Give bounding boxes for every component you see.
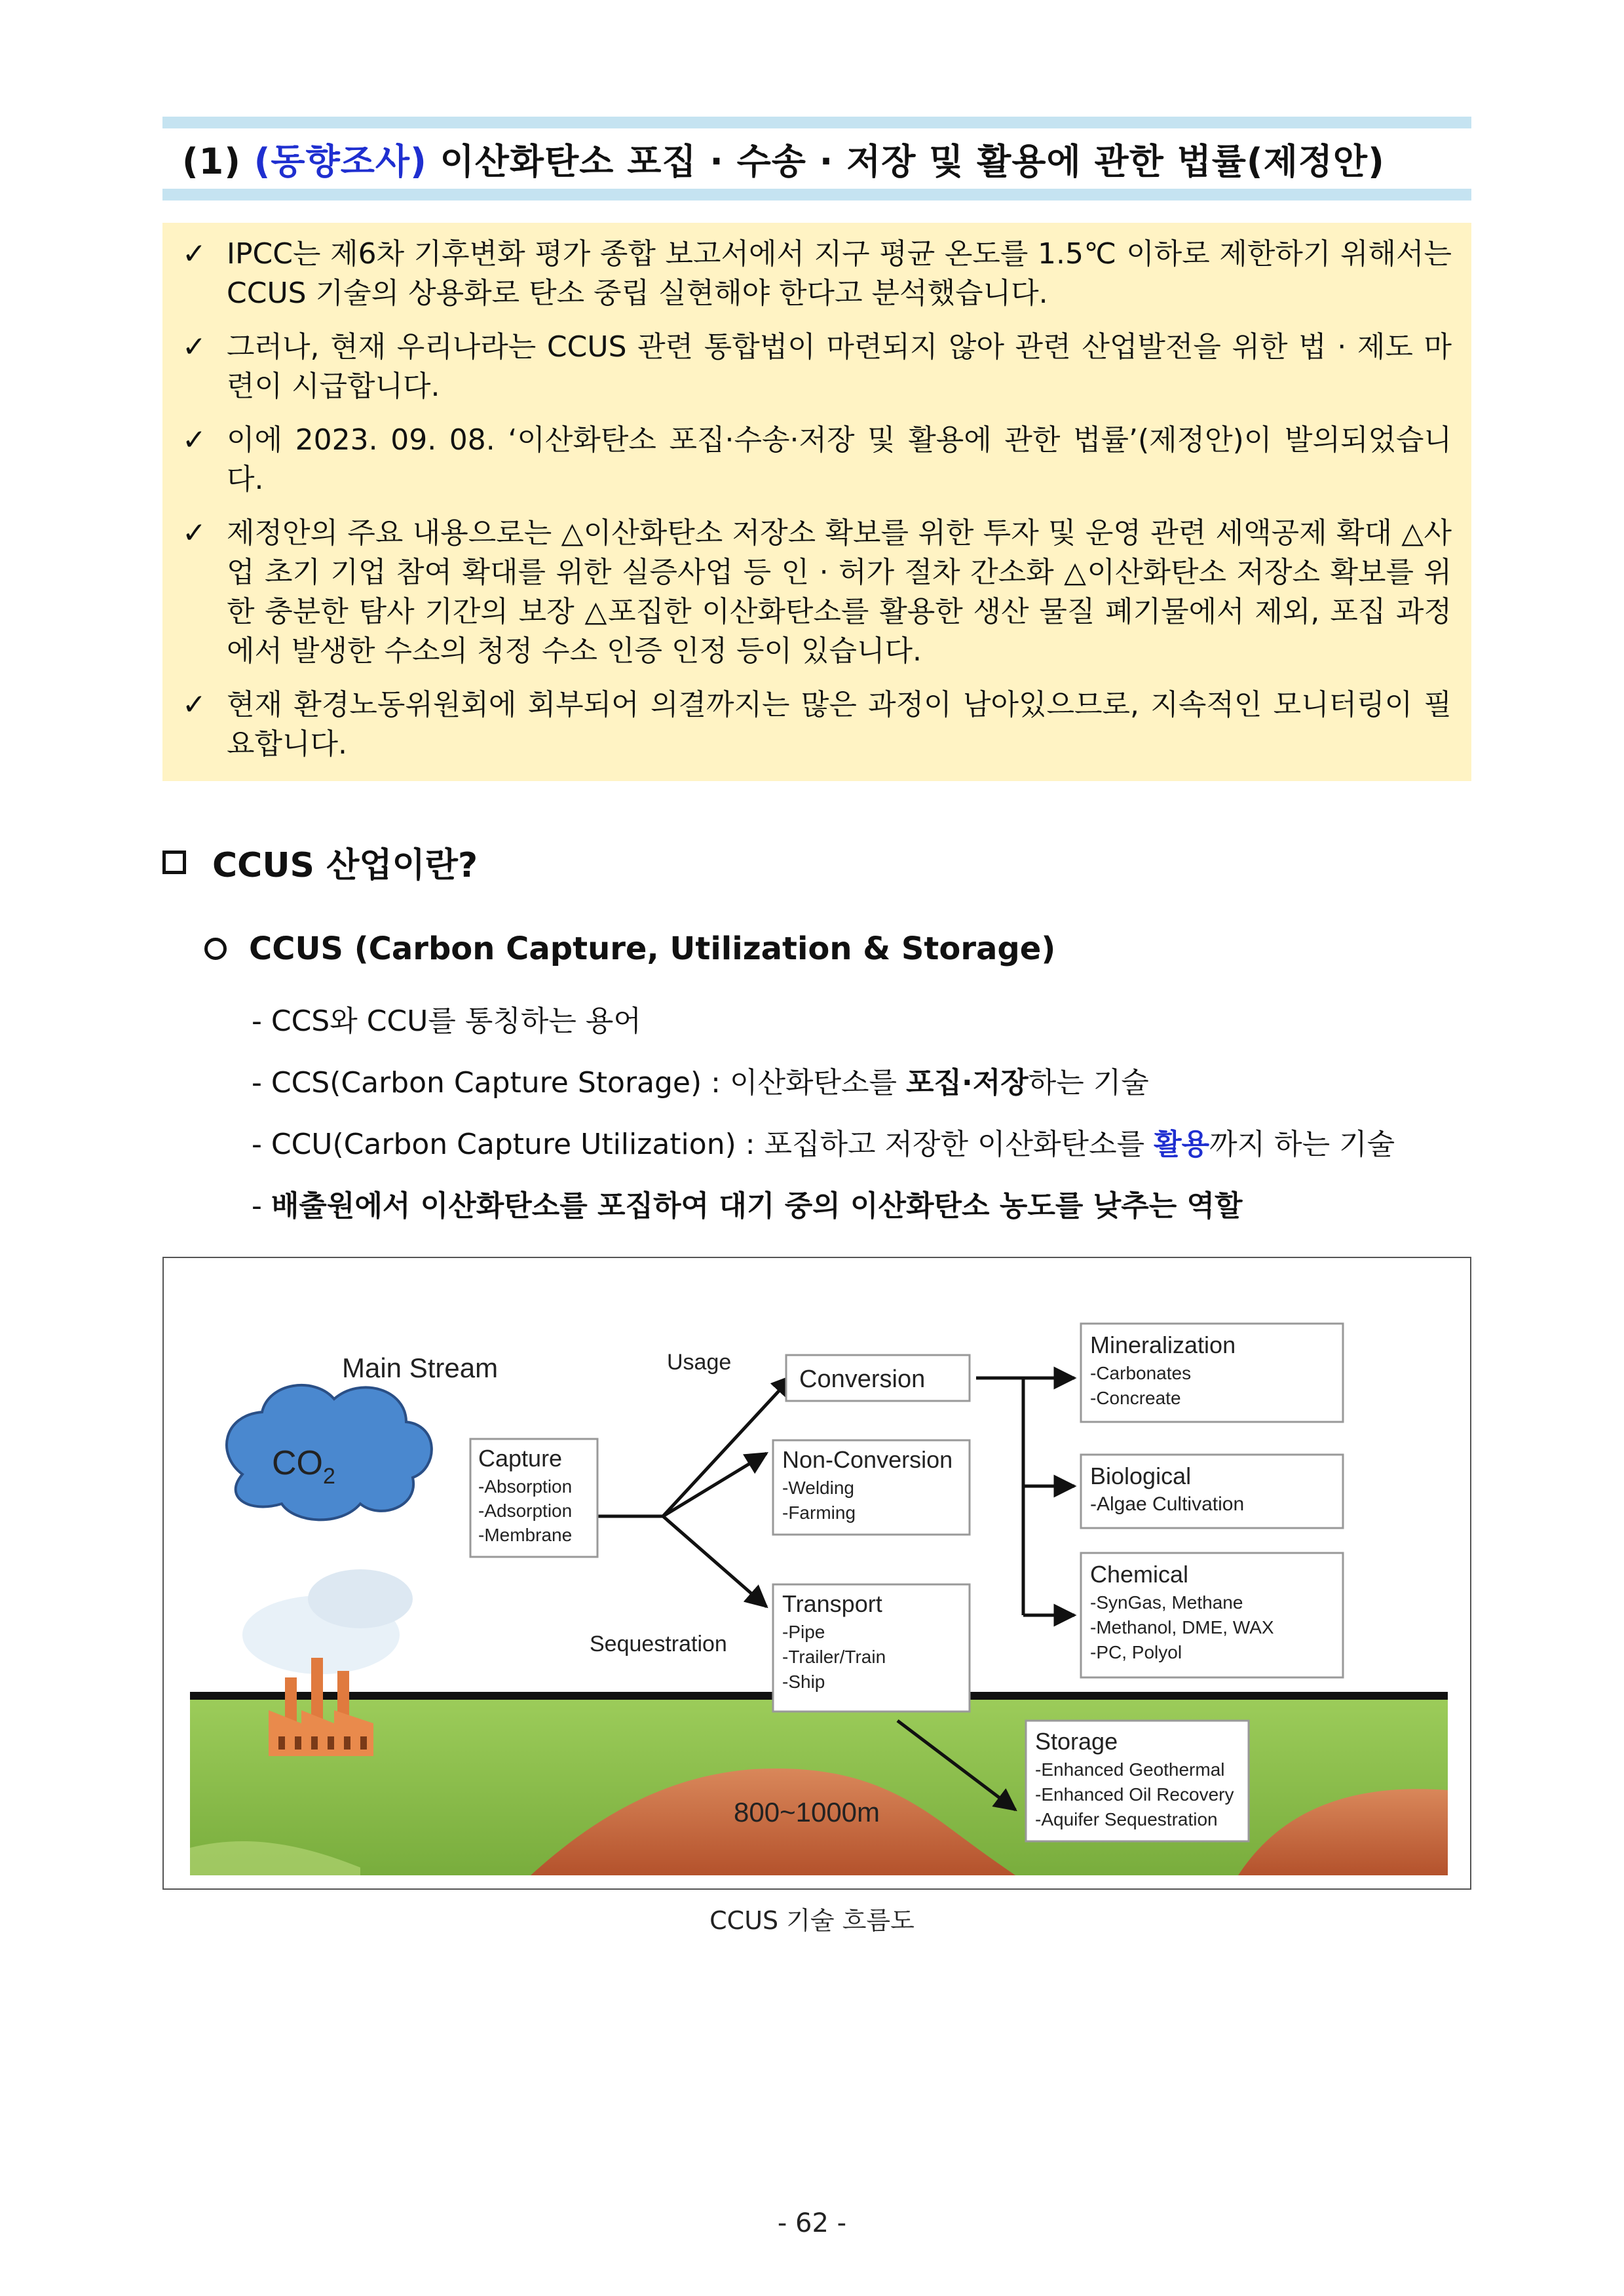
note-item [182,514,1452,671]
list-item-text: - CCU(Carbon Capture Utilization) : 포집하고 저장한 이산화탄소를 [252,1128,1154,1161]
list-item [252,1186,1395,1227]
smoke-icon [308,1569,413,1628]
non-conversion-title: Non-Conversion [782,1446,953,1473]
section-title: CCUS 산업이란? [212,846,478,885]
subsection-title: CCUS (Carbon Capture, Utilization & Storage) [249,930,1056,967]
storage-box [1026,1721,1249,1841]
note-item [182,328,1452,406]
co2-subscript: 2 [323,1464,335,1489]
depth-label: 800~1000m [734,1797,880,1827]
circle-bullet-icon [204,938,227,960]
ccus-flow-diagram [162,1257,1471,1890]
conversion-box [786,1355,970,1401]
check-icon: ✓ [182,688,206,721]
transport-box [773,1584,970,1712]
co2-cloud [227,1385,432,1520]
check-icon: ✓ [182,330,206,364]
title-band [162,117,1471,201]
non-conversion-box [773,1440,970,1535]
capture-item: -Absorption [478,1476,573,1497]
arrow-to-non-conversion [663,1453,766,1516]
capture-title: Capture [478,1445,563,1472]
title-text: 이산화탄소 포집 · 수송 · 저장 및 활용에 관한 법률(제정안) [440,140,1385,182]
section-heading [162,837,478,887]
capture-item: -Adsorption [478,1501,573,1521]
mineralization-title: Mineralization [1090,1331,1236,1358]
storage-item: -Enhanced Geothermal [1035,1759,1225,1780]
chemical-item: -Methanol, DME, WAX [1090,1617,1274,1637]
list-item-text: - CCS(Carbon Capture Storage) : 이산화탄소를 [252,1066,906,1100]
definition-list [252,1001,1395,1248]
page-title [182,134,1385,184]
mineralization-item: -Carbonates [1090,1363,1192,1383]
sequestration-label: Sequestration [590,1632,727,1656]
cloud-shape [227,1385,432,1520]
biological-box [1081,1455,1343,1528]
list-item [252,1001,1395,1042]
chemical-item: -SynGas, Methane [1090,1592,1243,1613]
title-tag: (동향조사) [254,140,427,182]
transport-title: Transport [782,1590,882,1617]
summary-notes-box [162,223,1471,781]
mineralization-item: -Concreate [1090,1388,1181,1408]
emphasis-text: 활용 [1154,1128,1210,1161]
ground-layer [190,1692,1448,1875]
storage-item: -Enhanced Oil Recovery [1035,1784,1234,1805]
usage-label: Usage [667,1350,732,1375]
diagram-canvas [164,1258,1471,1890]
arrow-to-transport [663,1516,766,1607]
note-item [182,685,1452,764]
list-item-text: - [252,1189,271,1223]
list-item-text: 하는 기술 [1028,1066,1149,1100]
chemical-title: Chemical [1090,1561,1189,1588]
square-bullet-icon [162,851,186,874]
conversion-title: Conversion [799,1366,926,1393]
capture-box [470,1439,597,1557]
note-text: 그러나, 현재 우리나라는 CCUS 관련 통합법이 마련되지 않아 관련 산업발전을 위한 법 · 제도 마련이 시급합니다. [227,330,1452,403]
check-icon: ✓ [182,423,206,457]
co2-label-text: CO [272,1444,323,1482]
note-text: 제정안의 주요 내용으로는 △이산화탄소 저장소 확보를 위한 투자 및 운영 관련 세액공제 확대 △사업 초기 기업 참여 확대를 위한 실증사업 등 인 · 허가 절차 간소화 △이산화탄소 저장소 확보를 위한 충분한 탐사 기간의 보장 △포집한 이산화탄소를 활용한 생산 물질 폐기물에서 제외, 포집 과정에서 발생한 수소의 청정 수소 인증 인정 등이 있습니다. [227,516,1452,668]
note-text: 현재 환경노동위원회에 회부되어 의결까지는 많은 과정이 남아있으므로, 지속적인 모니터링이 필요합니다. [227,688,1452,761]
note-text: 이에 2023. 09. 08. ‘이산화탄소 포집·수송·저장 및 활용에 관한 법률’(제정안)이 발의되었습니다. [227,423,1452,496]
chemical-item: -PC, Polyol [1090,1642,1182,1662]
transport-item: -Pipe [782,1622,825,1642]
non-conversion-item: -Farming [782,1502,856,1523]
subsection-heading [204,930,1055,967]
note-item [182,421,1452,499]
emphasis-text: 배출원에서 이산화탄소를 포집하여 대기 중의 이산화탄소 농도를 낮추는 역할 [271,1189,1243,1223]
emphasis-text: 포집·저장 [905,1066,1029,1100]
check-icon: ✓ [182,237,206,271]
storage-item: -Aquifer Sequestration [1035,1809,1218,1829]
transport-item: -Trailer/Train [782,1647,886,1667]
figure-caption: CCUS 기술 흐름도 [709,1906,915,1935]
biological-title: Biological [1090,1463,1192,1489]
main-stream-label: Main Stream [342,1352,499,1383]
note-text: IPCC는 제6차 기후변화 평가 종합 보고서에서 지구 평균 온도를 1.5℃ 이하로 제한하기 위해서는 CCUS 기술의 상용화로 탄소 중립 실현해야 한다고 분석했습니다. [227,237,1452,310]
mineralization-box [1081,1324,1343,1422]
chemical-box [1081,1553,1343,1677]
transport-item: -Ship [782,1672,825,1692]
capture-item: -Membrane [478,1525,573,1545]
list-item-text: 까지 하는 기술 [1209,1128,1395,1161]
list-item [252,1063,1395,1103]
biological-item: -Algae Cultivation [1090,1493,1245,1515]
note-item [182,235,1452,313]
page-number: - 62 - [777,2208,847,2238]
storage-title: Storage [1035,1728,1118,1755]
title-number: (1) [182,140,241,182]
list-item-text: - CCS와 CCU를 통칭하는 용어 [252,1004,641,1038]
non-conversion-item: -Welding [782,1478,854,1498]
check-icon: ✓ [182,516,206,550]
list-item [252,1124,1395,1165]
